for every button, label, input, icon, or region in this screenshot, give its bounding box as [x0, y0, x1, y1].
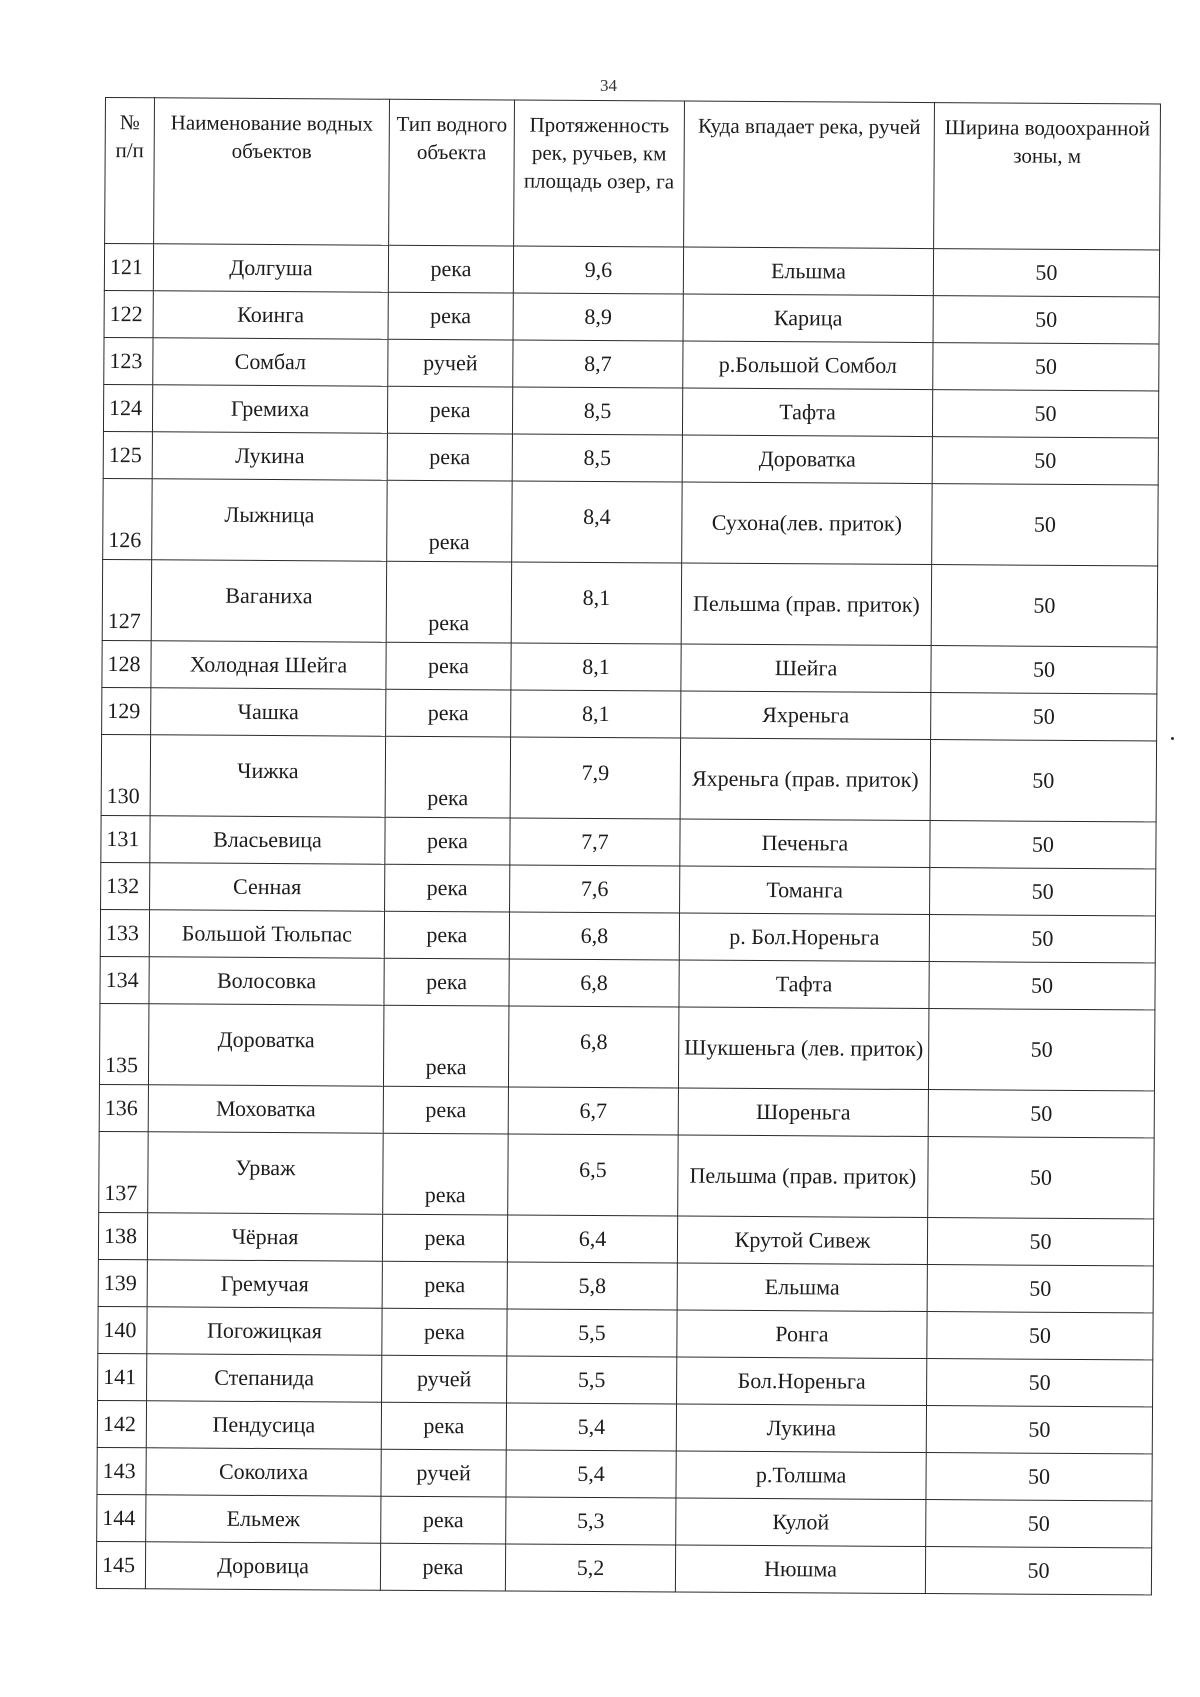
cell-name: Власьевица [150, 816, 385, 864]
cell-name: Лукина [152, 432, 387, 480]
cell-num: 139 [98, 1259, 147, 1306]
cell-width: 50 [926, 1453, 1152, 1501]
cell-num: 144 [97, 1494, 146, 1541]
table-row [101, 734, 1156, 821]
cell-length: 9,6 [513, 246, 683, 294]
cell-name: Ельмеж [146, 1495, 381, 1543]
cell-num: 122 [104, 290, 153, 337]
cell-type: река [381, 1496, 506, 1544]
table-row [97, 1447, 1152, 1500]
cell-width: 50 [928, 1137, 1154, 1219]
cell-type: ручей [381, 1449, 506, 1497]
cell-destination: Сухона(лев. приток) [682, 482, 932, 565]
cell-length: 5,4 [506, 1450, 676, 1498]
cell-num: 127 [102, 559, 151, 640]
cell-type: река [383, 1133, 508, 1215]
cell-destination: Томанга [680, 866, 930, 915]
cell-destination: Пельшма (прав. приток) [678, 1135, 928, 1218]
cell-destination: р. Бол.Нореньга [679, 913, 929, 962]
cell-destination: Кулой [676, 1498, 926, 1547]
cell-name: Долгуша [153, 244, 388, 292]
cell-width: 50 [927, 1312, 1153, 1360]
cell-num: 130 [101, 734, 150, 815]
cell-length: 6,5 [508, 1134, 678, 1216]
cell-destination: Печеньга [680, 819, 930, 868]
cell-num: 126 [103, 478, 152, 559]
cell-length: 8,7 [513, 340, 683, 388]
cell-destination: Шореньга [678, 1088, 928, 1137]
cell-length: 8,5 [512, 434, 682, 482]
cell-type: река [386, 689, 511, 737]
table-row [97, 1400, 1152, 1453]
cell-name: Степанида [147, 1354, 382, 1402]
cell-type: река [386, 642, 511, 690]
cell-num: 138 [98, 1212, 147, 1259]
header-width: Ширина водоохранной зоны, м [934, 103, 1161, 250]
cell-length: 6,8 [509, 959, 679, 1007]
cell-width: 50 [932, 390, 1158, 438]
header-type: Тип водного объекта [389, 99, 515, 246]
cell-type: река [385, 817, 510, 865]
cell-name: Моховатка [148, 1085, 383, 1133]
cell-num: 135 [99, 1003, 148, 1084]
cell-destination: Пельшма (прав. приток) [681, 563, 931, 646]
cell-type: ручей [388, 339, 513, 387]
cell-width: 50 [930, 740, 1156, 822]
table-row [101, 815, 1156, 868]
cell-destination: Яхреньга [681, 691, 931, 740]
cell-type: река [385, 736, 510, 818]
table-row [100, 909, 1155, 962]
cell-width: 50 [928, 1090, 1154, 1138]
cell-num: 128 [102, 640, 151, 687]
cell-destination: Тафта [682, 388, 932, 437]
cell-width: 50 [931, 646, 1157, 694]
cell-length: 5,4 [506, 1403, 676, 1451]
table-row [97, 1494, 1152, 1547]
cell-length: 8,4 [512, 481, 682, 563]
cell-type: река [388, 292, 513, 340]
cell-num: 124 [103, 384, 152, 431]
cell-length: 6,4 [507, 1215, 677, 1263]
cell-length: 8,9 [513, 293, 683, 341]
cell-name: Пендусица [146, 1401, 381, 1449]
cell-destination: Тафта [679, 960, 929, 1009]
cell-name: Ваганиха [151, 560, 386, 642]
cell-length: 6,8 [509, 912, 679, 960]
table-row [103, 384, 1158, 437]
table-header-row [105, 98, 1161, 250]
cell-destination: Крутой Сивеж [677, 1216, 927, 1265]
cell-name: Сенная [150, 863, 385, 911]
cell-name: Сомбал [153, 338, 388, 386]
cell-length: 5,5 [507, 1356, 677, 1404]
cell-destination: Бол.Нореньга [677, 1357, 927, 1406]
table-row [98, 1212, 1153, 1265]
cell-length: 6,7 [508, 1087, 678, 1135]
cell-type: река [381, 1402, 506, 1450]
table-row [102, 640, 1157, 693]
cell-length: 7,6 [510, 865, 680, 913]
cell-width: 50 [930, 821, 1156, 869]
cell-length: 6,8 [508, 1006, 678, 1088]
cell-num: 123 [104, 337, 153, 384]
cell-num: 134 [100, 956, 149, 1003]
cell-type: река [387, 480, 512, 562]
cell-num: 133 [100, 909, 149, 956]
table-row [104, 244, 1159, 297]
cell-width: 50 [929, 915, 1155, 963]
header-destination: Куда впадает река, ручей [684, 101, 935, 249]
cell-type: ручей [382, 1355, 507, 1403]
table-row [102, 559, 1157, 646]
cell-name: Волосовка [149, 957, 384, 1005]
cell-width: 50 [933, 296, 1159, 344]
table-row [99, 1084, 1154, 1137]
cell-destination: Ронга [677, 1310, 927, 1359]
cell-name: Чашка [151, 688, 386, 736]
table-row [104, 290, 1159, 343]
cell-type: река [383, 1005, 508, 1087]
cell-length: 8,1 [511, 562, 681, 644]
page-number: 34 [600, 76, 617, 95]
table-row [99, 1131, 1154, 1218]
cell-width: 50 [927, 1218, 1153, 1266]
cell-destination: Лукина [676, 1404, 926, 1453]
cell-destination: Карица [683, 294, 933, 343]
cell-destination: Шейга [681, 644, 931, 693]
cell-width: 50 [933, 249, 1159, 297]
cell-type: река [385, 864, 510, 912]
cell-length: 5,3 [506, 1497, 676, 1545]
cell-width: 50 [932, 484, 1158, 566]
cell-destination: Дороватка [682, 435, 932, 484]
cell-length: 7,9 [510, 737, 680, 819]
cell-num: 145 [96, 1541, 145, 1588]
cell-width: 50 [929, 962, 1155, 1010]
cell-name: Чижка [150, 735, 385, 817]
cell-name: Гремиха [152, 385, 387, 433]
cell-length: 7,7 [510, 818, 680, 866]
cell-name: Соколиха [146, 1448, 381, 1496]
scan-speck [1171, 737, 1174, 740]
cell-destination: Ельшма [683, 247, 933, 296]
cell-num: 140 [98, 1306, 147, 1353]
cell-length: 8,1 [511, 643, 681, 691]
header-length: Протяженность рек, ручьев, км площадь озер, га [514, 100, 685, 247]
cell-name: Коинга [153, 291, 388, 339]
cell-width: 50 [927, 1265, 1153, 1313]
table-row [101, 862, 1156, 915]
cell-name: Погожицкая [147, 1307, 382, 1355]
cell-name: Холодная Шейга [151, 641, 386, 689]
cell-length: 8,1 [511, 690, 681, 738]
table-row [99, 1003, 1154, 1090]
cell-type: река [387, 386, 512, 434]
cell-num: 131 [101, 815, 150, 862]
cell-type: река [387, 433, 512, 481]
cell-num: 136 [99, 1084, 148, 1131]
cell-width: 50 [931, 565, 1157, 647]
header-num: № п/п [105, 98, 155, 244]
cell-type: река [384, 958, 509, 1006]
cell-length: 5,5 [507, 1309, 677, 1357]
table-row [102, 687, 1157, 740]
cell-name: Дороватка [148, 1004, 383, 1086]
cell-type: река [388, 245, 513, 293]
table-row [100, 956, 1155, 1009]
cell-type: река [386, 561, 511, 643]
cell-length: 5,8 [507, 1262, 677, 1310]
cell-num: 132 [101, 862, 150, 909]
cell-type: река [380, 1543, 505, 1591]
cell-width: 50 [932, 437, 1158, 485]
cell-type: река [383, 1086, 508, 1134]
cell-num: 129 [102, 687, 151, 734]
table-row [103, 431, 1158, 484]
table-body [96, 244, 1159, 1595]
cell-name: Доровица [145, 1542, 380, 1590]
cell-destination: Нюшма [675, 1545, 925, 1594]
cell-width: 50 [928, 1009, 1154, 1091]
cell-width: 50 [925, 1547, 1151, 1595]
table-row [104, 337, 1159, 390]
cell-destination: р.Большой Сомбол [683, 341, 933, 390]
cell-width: 50 [930, 868, 1156, 916]
cell-name: Урваж [148, 1132, 383, 1214]
cell-length: 8,5 [512, 387, 682, 435]
cell-type: река [382, 1308, 507, 1356]
cell-width: 50 [926, 1500, 1152, 1548]
table-row [98, 1259, 1153, 1312]
table-row [103, 478, 1158, 565]
table-row [96, 1541, 1151, 1594]
cell-num: 143 [97, 1447, 146, 1494]
cell-num: 142 [97, 1400, 146, 1447]
table-row [98, 1353, 1153, 1406]
cell-name: Чёрная [147, 1213, 382, 1261]
table-row [98, 1306, 1153, 1359]
cell-destination: р.Толшма [676, 1451, 926, 1500]
cell-destination: Яхреньга (прав. приток) [680, 738, 930, 821]
cell-num: 137 [99, 1131, 148, 1212]
cell-num: 125 [103, 431, 152, 478]
cell-name: Гремучая [147, 1260, 382, 1308]
cell-type: река [382, 1214, 507, 1262]
cell-width: 50 [927, 1359, 1153, 1407]
cell-width: 50 [931, 693, 1157, 741]
header-name: Наименование водных объектов [154, 98, 390, 245]
cell-length: 5,2 [505, 1544, 675, 1592]
cell-type: река [384, 911, 509, 959]
cell-num: 141 [98, 1353, 147, 1400]
cell-name: Большой Тюльпас [149, 910, 384, 958]
cell-destination: Ельшма [677, 1263, 927, 1312]
cell-name: Лыжница [152, 479, 387, 561]
cell-width: 50 [926, 1406, 1152, 1454]
cell-num: 121 [104, 244, 153, 291]
cell-destination: Шукшеньга (лев. приток) [678, 1007, 928, 1090]
cell-type: река [382, 1261, 507, 1309]
water-bodies-table [96, 97, 1161, 1595]
cell-width: 50 [933, 343, 1159, 391]
